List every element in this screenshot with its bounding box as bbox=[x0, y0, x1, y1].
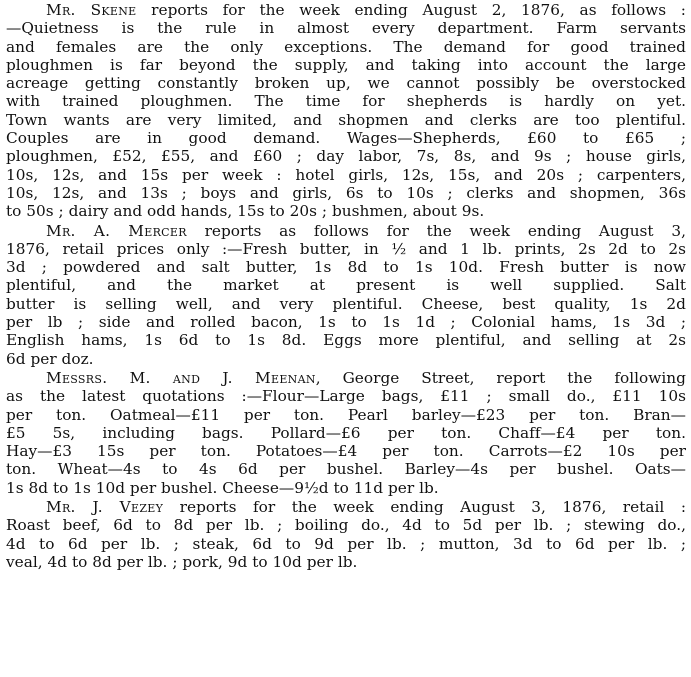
text-line: 6d per doz. bbox=[6, 349, 94, 368]
text-line: 3d ; powdered and salt butter, 1s 8d to 1s 10d. Fresh butter is now bbox=[6, 258, 686, 277]
text-line bbox=[6, 222, 686, 240]
text-line: veal, 4d to 8d per lb. ; pork, 9d to 10d per lb. bbox=[6, 552, 358, 571]
text-line: butter is selling well, and very plentiful. Cheese, best quality, 1s 2d bbox=[6, 294, 686, 313]
text-line: 1s 8d to 1s 10d per bushel. Cheese—9½d to 11d per lb. bbox=[6, 478, 439, 497]
line-text: , George Street, report the following bbox=[315, 368, 686, 387]
text-line: —Quietness is the rule in almost every department. Farm servants bbox=[6, 19, 686, 38]
text-line: per lb ; side and rolled bacon, 1s to 1s 1d ; Colonial hams, 1s 3d ; bbox=[6, 313, 686, 332]
vezey-report bbox=[6, 498, 686, 571]
mercer-report bbox=[6, 222, 686, 368]
text-line: Couples are in good demand. Wages—Shepherds, £60 to £65 ; bbox=[6, 129, 686, 148]
text-line bbox=[6, 1, 686, 19]
text-line: with trained ploughmen. The time for shepherds is hardly on yet. bbox=[6, 92, 686, 111]
text-line: ploughmen, £52, £55, and £60 ; day labor, 7s, 8s, and 9s ; house girls, bbox=[6, 147, 686, 166]
text-line: acreage getting constantly broken up, we cannot possibly be overstocked bbox=[6, 74, 686, 93]
text-line: plentiful, and the market at present is well supplied. Salt bbox=[6, 276, 686, 295]
text-line: as the latest quotations :—Flour—Large bags, £11 ; small do., £11 10s bbox=[6, 387, 686, 406]
text-line: per ton. Oatmeal—£11 per ton. Pearl barley—£23 per ton. Bran— bbox=[6, 405, 686, 424]
reporter-name: Mr. A. Mercer bbox=[46, 221, 187, 240]
text-line: £5 5s, including bags. Pollard—£6 per ton. Chaff—£4 per ton. bbox=[6, 423, 686, 442]
reporter-name: Messrs. M. and J. Meenan bbox=[46, 368, 316, 387]
text-line: ton. Wheat—4s to 4s 6d per bushel. Barley—4s per bushel. Oats— bbox=[6, 460, 686, 479]
text-line: Roast beef, 6d to 8d per lb. ; boiling do., 4d to 5d per lb. ; stewing do., bbox=[6, 516, 686, 535]
reporter-name: Mr. Skene bbox=[46, 1, 137, 19]
text-line: English hams, 1s 6d to 1s 8d. Eggs more plentiful, and selling at 2s bbox=[6, 331, 686, 350]
text-line: and females are the only exceptions. The demand for good trained bbox=[6, 37, 686, 56]
meenan-report bbox=[6, 369, 686, 497]
skene-report bbox=[6, 1, 686, 221]
text-line: to 50s ; dairy and odd hands, 15s to 20s ; bushmen, about 9s. bbox=[6, 202, 485, 221]
text-line bbox=[6, 498, 686, 516]
text-line: Hay—£3 15s per ton. Potatoes—£4 per ton. Carrots—£2 10s per bbox=[6, 442, 686, 461]
text-line: 10s, 12s, and 15s per week : hotel girls, 12s, 15s, and 20s ; carpenters, bbox=[6, 165, 686, 184]
reporter-name: Mr. J. Vezey bbox=[46, 498, 164, 517]
line-text: reports for the week ending August 3, 1876, retail : bbox=[163, 498, 686, 517]
text-line: 1876, retail prices only :—Fresh butter, in ½ and 1 lb. prints, 2s 2d to 2s bbox=[6, 239, 686, 258]
text-line: Town wants are very limited, and shopmen and clerks are too plentiful. bbox=[6, 110, 686, 129]
text-line: 10s, 12s, and 13s ; boys and girls, 6s to 10s ; clerks and shopmen, 36s bbox=[6, 183, 686, 202]
line-text: reports for the week ending August 2, 1876, as follows : bbox=[136, 1, 686, 19]
text-line bbox=[6, 369, 686, 387]
text-line: ploughmen is far beyond the supply, and taking into account the large bbox=[6, 55, 686, 74]
text-line: 4d to 6d per lb. ; steak, 6d to 9d per lb. ; mutton, 3d to 6d per lb. ; bbox=[6, 534, 686, 553]
line-text: reports as follows for the week ending August 3, bbox=[186, 221, 686, 240]
